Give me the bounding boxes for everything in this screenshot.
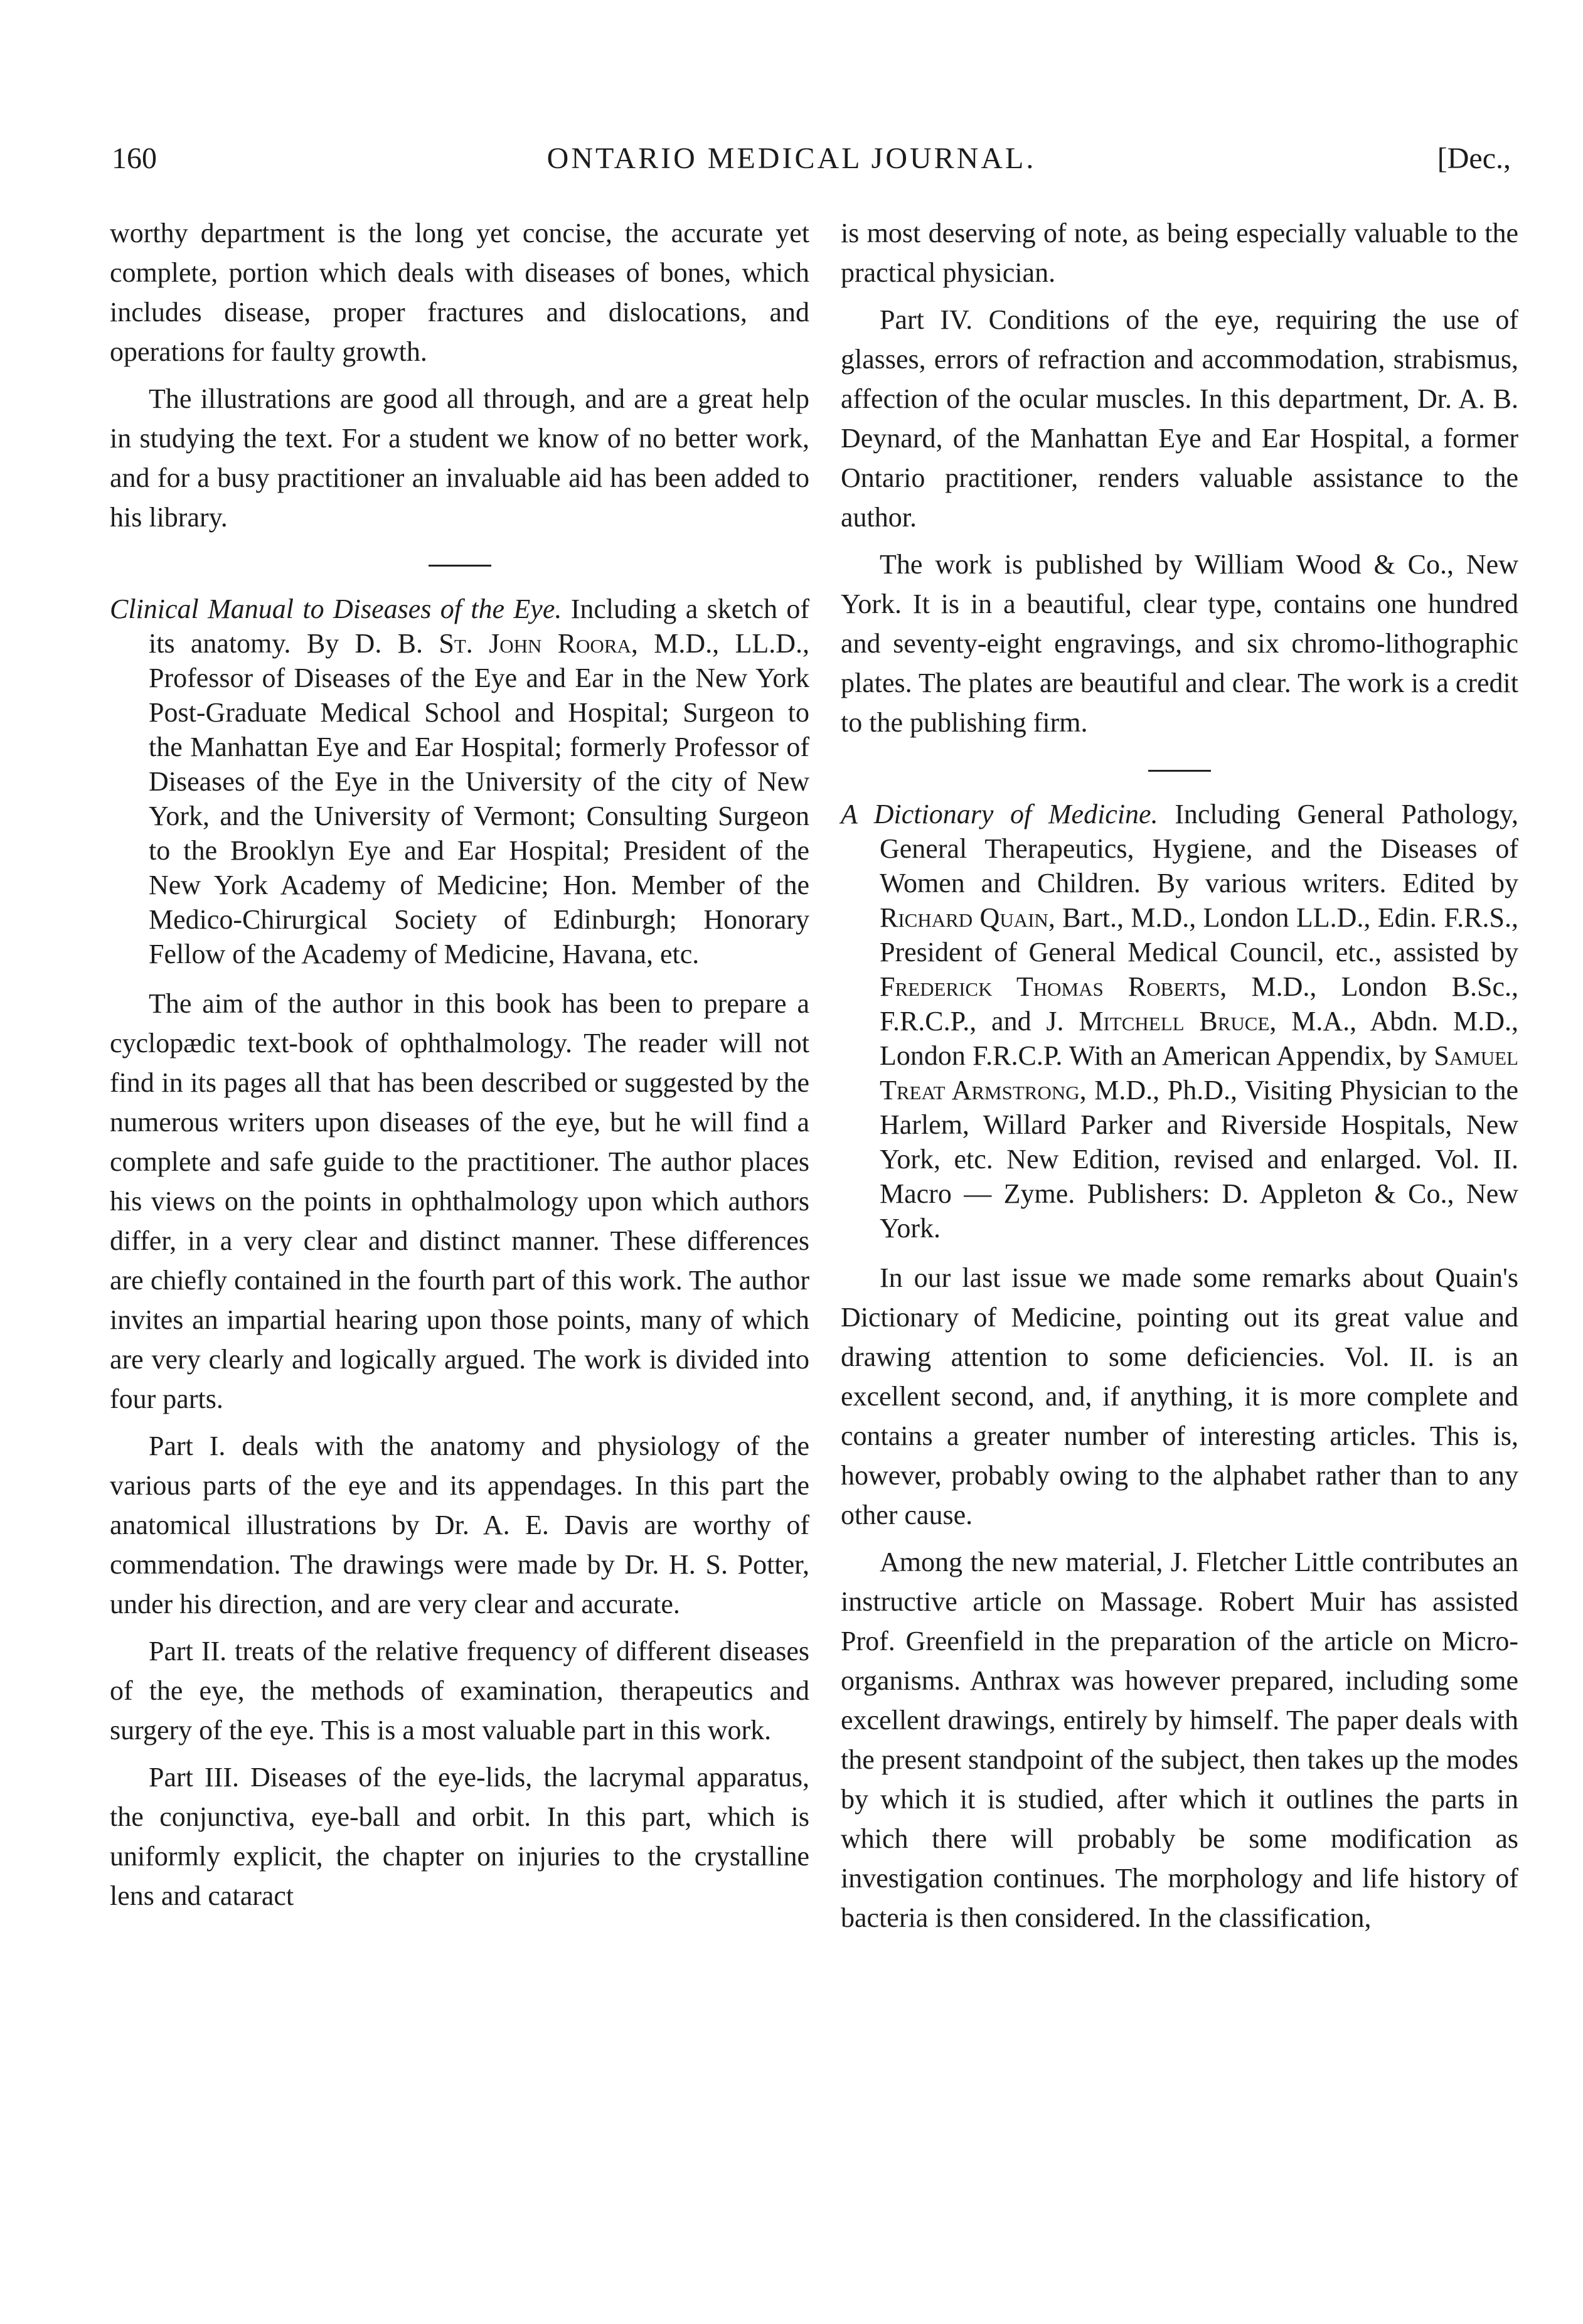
paragraph: Among the new material, J. Fletcher Little contributes an instructive article on Massage. Robert Muir has assisted Prof. Greenfield in the preparation of the article on Micro-organisms. Anthrax was however prepared, including some excellent drawings, entirely by himself. The paper deals with the present standpoint of the subject, then takes up the modes by which it is studied, after which it outlines the parts in which there will probably be some modification as investigation continues. The morphology and life history of bacteria is then considered. In the classification, (841, 1547, 1518, 1933)
book-title: Clinical Manual to Diseases of the Eye. (110, 594, 562, 624)
paragraph: Part II. treats of the relative frequency of different diseases of the eye, the methods of examination, therapeutics and surgery of the eye. This is a most valuable part in this work. (110, 1636, 809, 1746)
author-name: Mitchell Bruce (1079, 1006, 1270, 1037)
paragraph: In our last issue we made some remarks about Quain's Dictionary of Medicine, pointing out its great value and drawing attention to some deficiencies. Vol. II. is an excellent second, and, if anything, it is more complete and contains a greater number of interesting articles. This is, however, probably owing to the alphabet rather than to any other cause. (841, 1262, 1518, 1530)
paragraph: Part IV. Conditions of the eye, requiring the use of glasses, errors of refraction and accommodation, strabismus, affection of the ocular muscles. In this department, Dr. A. B. Deynard, of the Manhattan Eye and Ear Hospital, a former Ontario practitioner, renders valuable assistance to the author. (841, 304, 1518, 533)
left-column (110, 213, 809, 1923)
running-title: ONTARIO MEDICAL JOURNAL. (546, 142, 1037, 175)
book-citation: A Dictionary of Medicine. Including General Pathology, General Therapeutics, Hygiene, and the Diseases of Women and Children. By various writers. Edited by Richard Quain, Bart., M.D., London LL.D., Edin. F.R.S., President of General Medical Council, etc., assisted by Frederick Thomas Roberts, M.D., London B.Sc., F.R.C.P., and J. Mitchell Bruce, M.A., Abdn. M.D., London F.R.C.P. With an American Appendix, by Samuel Treat Armstrong, M.D., Ph.D., Visiting Physician to the Harlem, Willard Parker and Riverside Hospitals, New York, etc. New Edition, revised and enlarged. Vol. II. Macro — Zyme. Publishers: D. Appleton & Co., New York. (841, 799, 1518, 1244)
paragraph: The work is published by William Wood & Co., New York. It is in a beautiful, clear type, contains one hundred and seventy-eight engravings, and six chromo-lithographic plates. The plates are beautiful and clear. The work is a credit to the publishing firm. (841, 549, 1518, 738)
book-title: A Dictionary of Medicine. (841, 799, 1158, 829)
author-name: Frederick Thomas Roberts (880, 971, 1220, 1002)
paragraph: Part I. deals with the anatomy and physiology of the various parts of the eye and its appendages. In this part the anatomical illustrations by Dr. A. E. Davis are worthy of commendation. The drawings were made by Dr. H. S. Potter, under his direction, and are very clear and accurate. (110, 1431, 809, 1619)
author-name: St. John Roora (439, 628, 631, 659)
section-divider (1148, 770, 1211, 772)
page-number: 160 (112, 142, 157, 175)
book-citation: Clinical Manual to Diseases of the Eye. Including a sketch of its anatomy. By D. B. St. John Roora, M.D., LL.D., Professor of Diseases of the Eye and Ear in the New York Post-Graduate Medical School and Hospital; Surgeon to the Manhattan Eye and Ear Hospital; formerly Professor of Diseases of the Eye in the University of the city of New York, and the University of Vermont; Consulting Surgeon to the Brooklyn Eye and Ear Hospital; President of the New York Academy of Medicine; Hon. Member of the Medico-Chirurgical Society of Edinburgh; Honorary Fellow of the Academy of Medicine, Havana, etc. (110, 594, 810, 969)
editor-name: Richard Quain (880, 902, 1048, 933)
paragraph: The illustrations are good all through, and are a great help in studying the text. For a student we know of no better work, and for a busy practitioner an invaluable aid has been added to his library. (110, 383, 809, 533)
paragraph: Part III. Diseases of the eye-lids, the lacrymal apparatus, the conjunctiva, eye-ball and orbit. In this part, which is uniformly explicit, the chapter on injuries to the crystalline lens and cataract (110, 1762, 809, 1911)
page-header (0, 141, 1583, 198)
section-divider (429, 565, 491, 567)
author-name: Samuel Treat Armstrong (880, 1040, 1518, 1106)
paragraph: is most deserving of note, as being especially valuable to the practical physician. (841, 218, 1518, 288)
issue-month: [Dec., (1437, 142, 1511, 175)
right-column (841, 213, 1518, 1945)
paragraph: The aim of the author in this book has been to prepare a cyclopædic text-book of ophthalmology. The reader will not find in its pages all that has been described or suggested by the numerous writers upon diseases of the eye, but he will find a complete and safe guide to the practitioner. The author places his views on the points in ophthalmology upon which authors differ, in a very clear and distinct manner. These differences are chiefly contained in the fourth part of this work. The author invites an impartial hearing upon those points, many of which are very clearly and logically argued. The work is divided into four parts. (110, 988, 809, 1414)
paragraph: worthy department is the long yet concise, the accurate yet complete, portion which deals with diseases of bones, which includes disease, proper fractures and dislocations, and operations for faulty growth. (110, 218, 809, 367)
